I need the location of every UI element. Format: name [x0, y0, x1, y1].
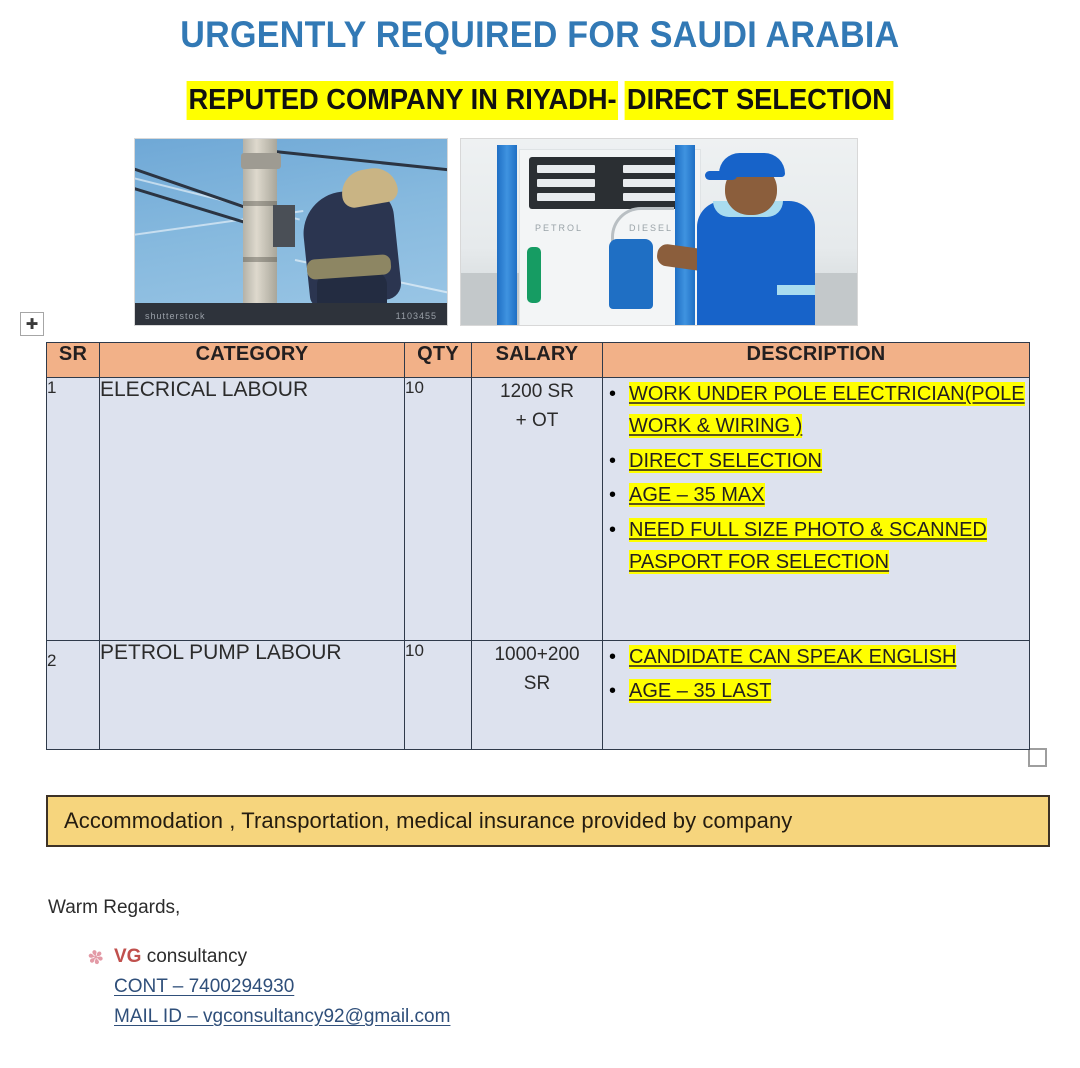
company-rest: consultancy: [141, 946, 248, 967]
table-resize-handle-icon[interactable]: [1028, 748, 1047, 767]
salary-line-1: 1200 SR: [500, 381, 574, 402]
display-cell-6: [623, 193, 681, 201]
pole-junction-box: [273, 205, 295, 247]
watermark-left-text: shutterstock: [145, 311, 206, 321]
display-cell-4: [623, 165, 681, 173]
description-text: WORK UNDER POLE ELECTRICIAN(POLE WORK & WIRING ): [629, 383, 1025, 438]
column-header-qty: QTY: [405, 343, 472, 378]
cell-description: [603, 641, 1030, 750]
list-item: [629, 514, 1029, 579]
photo-electrician: [134, 138, 448, 326]
description-list: [603, 641, 1029, 708]
email-link[interactable]: MAIL ID – vgconsultancy92@gmail.com: [114, 1006, 451, 1027]
watermark-right-text: 1103455: [395, 311, 437, 321]
list-item: [629, 445, 1029, 477]
cell-qty: 10: [405, 378, 472, 641]
display-cell-5: [623, 179, 681, 187]
list-item: [629, 378, 1029, 443]
job-table: [46, 342, 1030, 750]
page-title: URGENTLY REQUIRED FOR SAUDI ARABIA: [180, 14, 900, 55]
list-item: [629, 641, 1029, 673]
salary-line-2: + OT: [515, 409, 559, 431]
nozzle-blue: [609, 239, 653, 309]
list-item: [629, 479, 1029, 511]
cell-qty: 10: [405, 641, 472, 750]
cell-salary: [472, 378, 603, 641]
pump-label-left: PETROL: [535, 223, 584, 233]
description-text: DIRECT SELECTION: [629, 449, 822, 472]
cell-category: PETROL PUMP LABOUR: [100, 641, 405, 750]
pole-cap: [241, 153, 281, 169]
cell-description: [603, 378, 1030, 641]
table-row: [47, 378, 1030, 641]
salary-line-1: 1000+200: [494, 644, 580, 665]
attendant-uniform: [697, 201, 815, 325]
benefits-banner: [46, 795, 1050, 847]
column-header-salary: SALARY: [472, 343, 603, 378]
dispenser-display: [529, 157, 689, 209]
pump-label-right: DIESEL: [629, 223, 674, 233]
nozzle-green: [527, 247, 541, 303]
display-cell-2: [537, 179, 595, 187]
subtitle-part-2: DIRECT SELECTION: [625, 81, 894, 120]
cell-sr: 2: [47, 641, 100, 750]
list-item: [629, 675, 1029, 707]
contact-number-link[interactable]: CONT – 7400294930: [114, 976, 295, 997]
pole-band-1: [243, 201, 277, 206]
benefits-text: Accommodation , Transportation, medical insurance provided by company: [64, 808, 793, 833]
pole-band-2: [243, 257, 277, 262]
move-handle-icon[interactable]: ✚: [20, 312, 44, 336]
subtitle-block: [0, 84, 1080, 117]
salary-line-2: SR: [523, 672, 551, 694]
display-cell-1: [537, 165, 595, 173]
dispenser-post-left: [497, 145, 517, 325]
dispenser-post-right: [675, 145, 695, 325]
company-name: [114, 946, 450, 968]
photo-strip: [134, 138, 858, 326]
description-text: NEED FULL SIZE PHOTO & SCANNED PASPORT FOR SELECTION: [629, 518, 987, 573]
flourish-icon: ✽: [85, 946, 107, 971]
signature-block: [85, 946, 451, 1028]
attendant-cuff: [777, 285, 815, 295]
column-header-category: CATEGORY: [100, 343, 405, 378]
photo-petrol-attendant: [460, 138, 858, 326]
subtitle-part-1: REPUTED COMPANY IN RIYADH-: [186, 81, 618, 120]
table-header-row: [47, 343, 1030, 378]
cell-sr: 1: [47, 378, 100, 641]
attendant-cap: [719, 153, 785, 177]
description-text: AGE – 35 MAX: [629, 484, 765, 507]
table-row: [47, 641, 1030, 750]
display-cell-3: [537, 193, 595, 201]
title-block: [0, 14, 1080, 56]
page-subtitle: [186, 84, 893, 117]
description-text: AGE – 35 LAST: [629, 680, 772, 703]
column-header-description: DESCRIPTION: [603, 343, 1030, 378]
description-list: [603, 378, 1029, 578]
description-text: CANDIDATE CAN SPEAK ENGLISH: [629, 646, 957, 668]
company-accent: VG: [114, 946, 142, 967]
column-header-sr: SR: [47, 343, 100, 378]
cell-salary: [472, 641, 603, 750]
regards-text: Warm Regards,: [48, 897, 181, 918]
cell-category: ELECRICAL LABOUR: [100, 378, 405, 641]
